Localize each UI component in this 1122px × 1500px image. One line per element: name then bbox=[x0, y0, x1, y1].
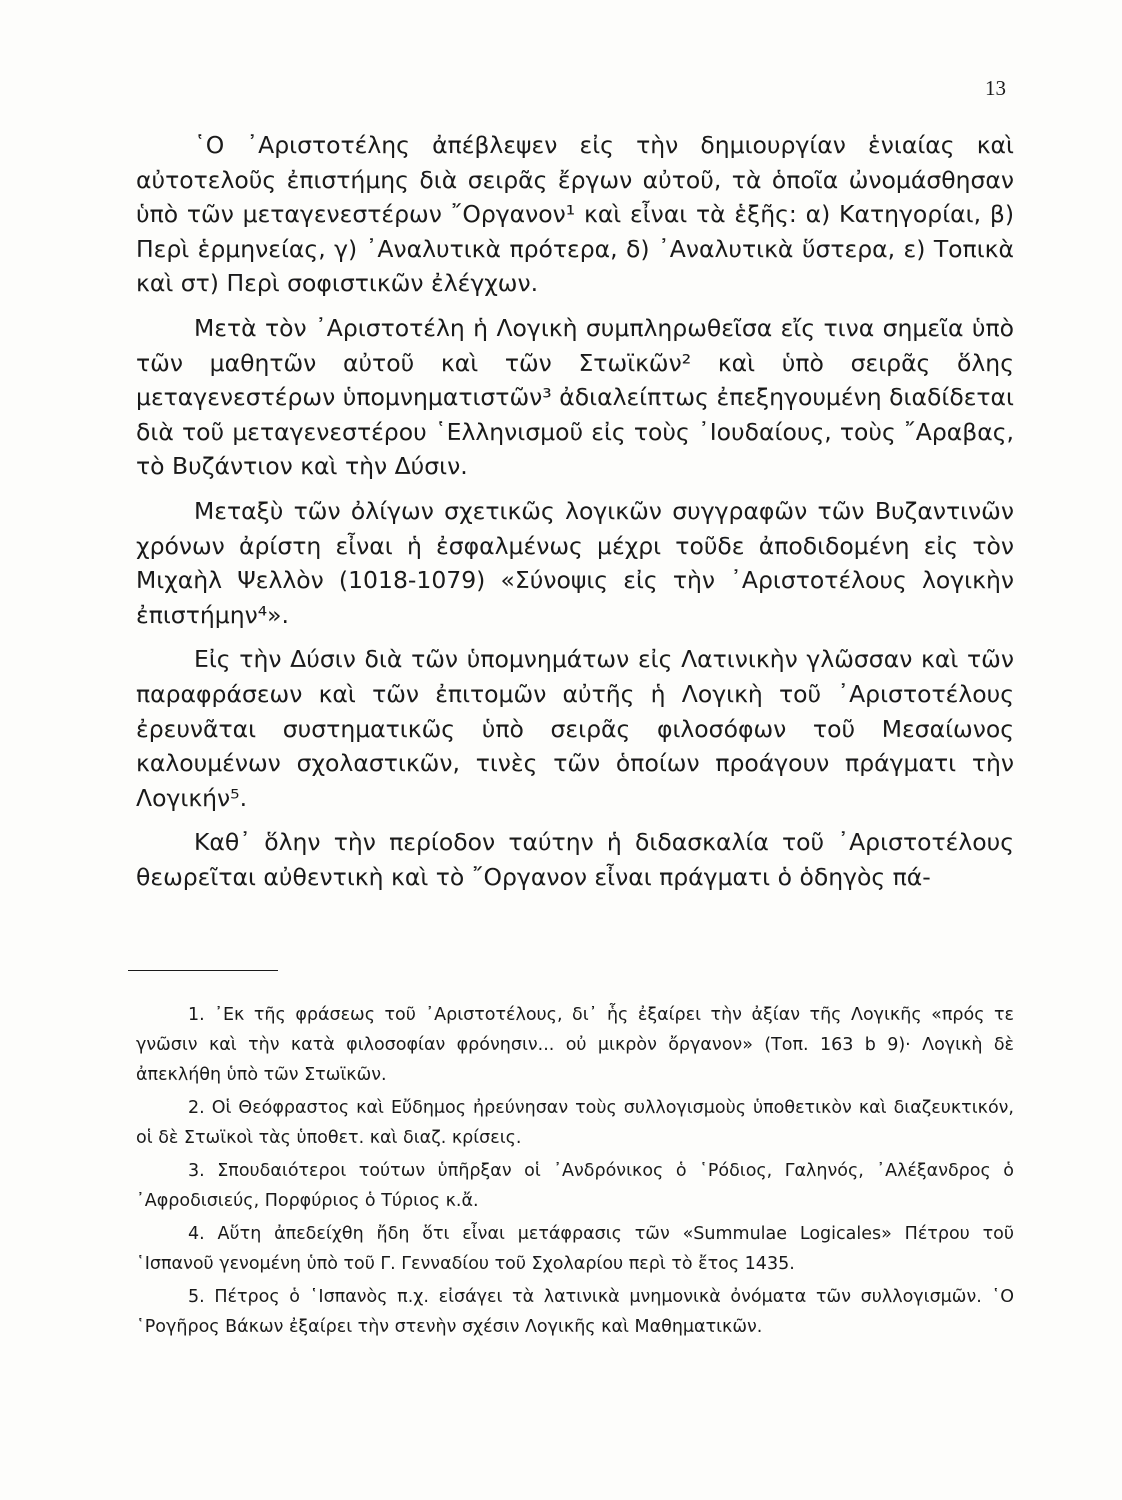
paragraph-1: ῾Ο ᾿Αριστοτέλης ἀπέβλεψεν εἰς τὴν δημιουργίαν ἑνιαίας καὶ αὐτοτελοῦς ἐπιστήμης διὰ σειρᾶς ἔργων αὐτοῦ, τὰ ὁποῖα ὠνομάσθησαν ὑπὸ τῶν μεταγενεστέρων ῎Οργανον¹ καὶ εἶναι τὰ ἑξῆς: α) Κατηγορίαι, β) Περὶ ἑρμηνείας, γ) ᾿Αναλυτικὰ πρότερα, δ) ᾿Αναλυτικὰ ὕστερα, ε) Τοπικὰ καὶ στ) Περὶ σοφιστικῶν ἐλέγχων. bbox=[136, 131, 1014, 298]
paragraph-5: Καθ᾿ ὅλην τὴν περίοδον ταύτην ἡ διδασκαλία τοῦ ᾿Αριστοτέλους θεωρεῖται αὐθεντικὴ καὶ τὸ ῎Οργανον εἶναι πράγματι ὁ ὁδηγὸς πά- bbox=[136, 828, 1014, 891]
footnotes bbox=[136, 1000, 1014, 1345]
footnote-separator bbox=[128, 970, 278, 971]
paragraph-3: Μεταξὺ τῶν ὀλίγων σχετικῶς λογικῶν συγγραφῶν τῶν Βυζαντινῶν χρόνων ἀρίστη εἶναι ἡ ἐσφαλμένως μέχρι τοῦδε ἀποδιδομένη εἰς τὸν Μιχαὴλ Ψελλὸν (1018-1079) «Σύνοψις εἰς τὴν ᾿Αριστοτέλους λογικὴν ἐπιστήμην⁴». bbox=[136, 496, 1014, 629]
footnote-1: 1. ᾿Εκ τῆς φράσεως τοῦ ᾿Αριστοτέλους, δι᾿ ἧς ἐξαίρει τὴν ἀξίαν τῆς Λογικῆς «πρός τε γνῶσιν καὶ τὴν κατὰ φιλοσοφίαν φρόνησιν... οὐ μικρὸν ὄργανον» (Τοπ. 163 b 9)· Λογικὴ δὲ ἀπεκλήθη ὑπὸ τῶν Στωϊκῶν. bbox=[136, 1005, 1014, 1085]
footnote-4: 4. Αὕτη ἀπεδείχθη ἤδη ὅτι εἶναι μετάφρασις τῶν «Summulae Logicales» Πέτρου τοῦ ῾Ισπανοῦ γενομένη ὑπὸ τοῦ Γ. Γενναδίου τοῦ Σχολαρίου περὶ τὸ ἔτος 1435. bbox=[136, 1224, 1014, 1274]
paragraph-4: Εἰς τὴν Δύσιν διὰ τῶν ὑπομνημάτων εἰς Λατινικὴν γλῶσσαν καὶ τῶν παραφράσεων καὶ τῶν ἐπιτομῶν αὐτῆς ἡ Λογικὴ τοῦ ᾿Αριστοτέλους ἐρευνᾶται συστηματικῶς ὑπὸ σειρᾶς φιλοσόφων τοῦ Μεσαίωνος καλουμένων σχολαστικῶν, τινὲς τῶν ὁποίων προάγουν πράγματι τὴν Λογικήν⁵. bbox=[136, 645, 1014, 812]
paragraph-2: Μετὰ τὸν ᾿Αριστοτέλη ἡ Λογικὴ συμπληρωθεῖσα εἴς τινα σημεῖα ὑπὸ τῶν μαθητῶν αὐτοῦ καὶ τῶν Στωϊκῶν² καὶ ὑπὸ σειρᾶς ὅλης μεταγενεστέρων ὑπομνηματιστῶν³ ἀδιαλείπτως ἐπεξηγουμένη διαδίδεται διὰ τοῦ μεταγενεστέρου ῾Ελληνισμοῦ εἰς τοὺς ᾿Ιουδαίους, τοὺς ῎Αραβας, τὸ Βυζάντιον καὶ τὴν Δύσιν. bbox=[136, 313, 1014, 481]
footnote-5: 5. Πέτρος ὁ ῾Ισπανὸς π.χ. εἰσάγει τὰ λατινικὰ μνημονικὰ ὀνόματα τῶν συλλογισμῶν. ῾Ο ῾Ρογῆρος Βάκων ἐξαίρει τὴν στενὴν σχέσιν Λογικῆς καὶ Μαθηματικῶν. bbox=[136, 1287, 1014, 1337]
body-text bbox=[136, 128, 1014, 904]
footnote-2: 2. Οἱ Θεόφραστος καὶ Εὔδημος ἠρεύνησαν τοὺς συλλογισμοὺς ὑποθετικὸν καὶ διαζευκτικόν, οἱ δὲ Στωϊκοὶ τὰς ὑποθετ. καὶ διαζ. κρίσεις. bbox=[136, 1098, 1014, 1148]
footnote-3: 3. Σπουδαιότεροι τούτων ὑπῆρξαν οἱ ᾿Ανδρόνικος ὁ ῾Ρόδιος, Γαληνός, ᾿Αλέξανδρος ὁ ᾿Αφροδισιεύς, Πορφύριος ὁ Τύριος κ.ἄ. bbox=[136, 1161, 1014, 1211]
page-number: 13 bbox=[985, 76, 1006, 100]
